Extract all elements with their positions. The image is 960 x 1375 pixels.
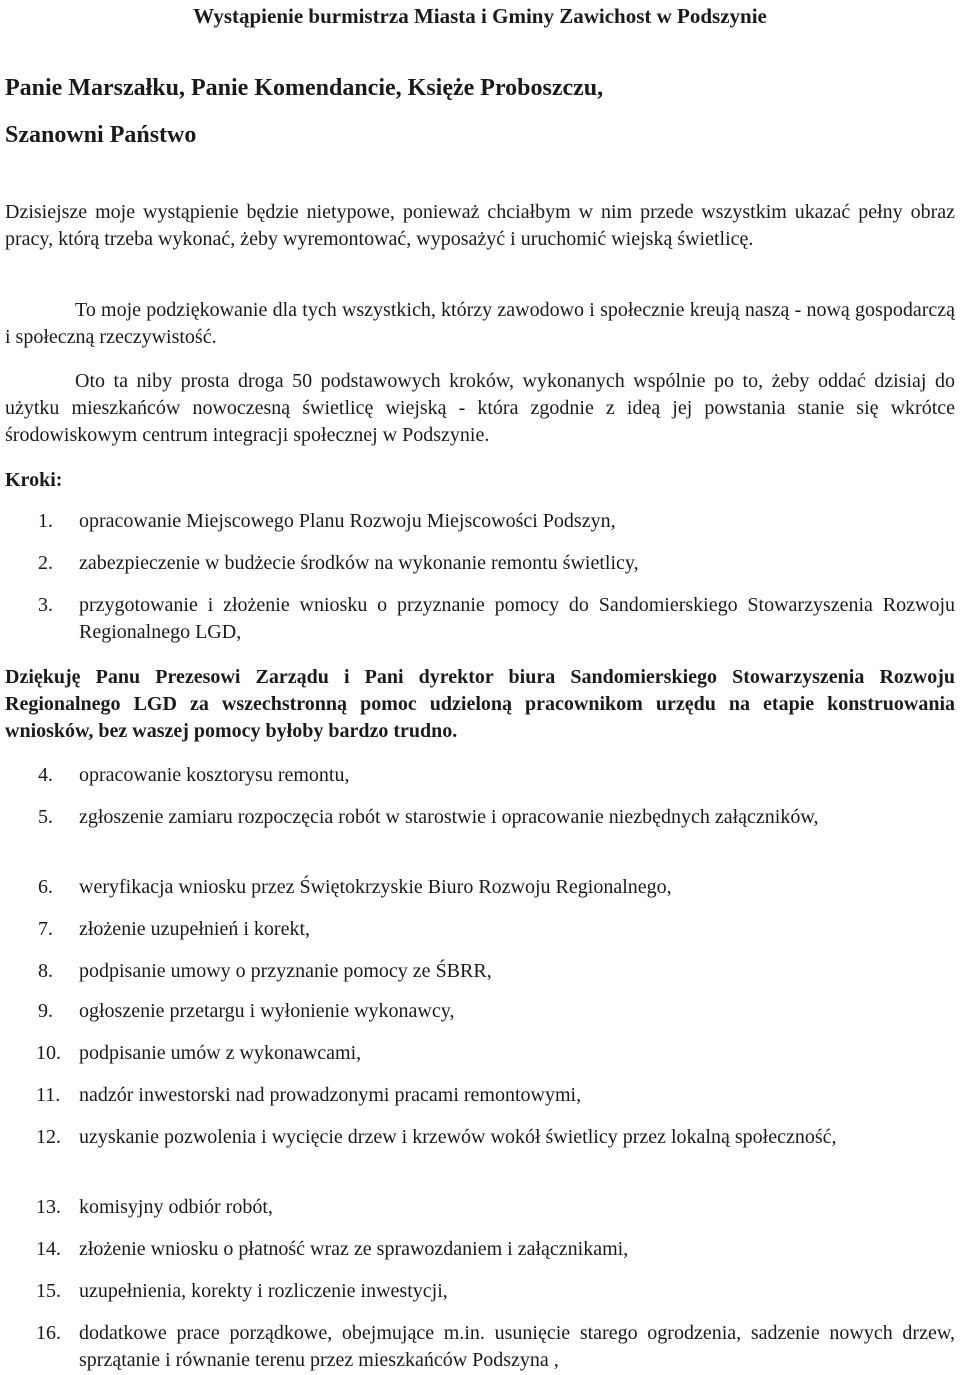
list-item-text: uzyskanie pozwolenia i wycięcie drzew i krzewów wokół świetlicy przez lokalną społeczność,	[79, 1126, 837, 1148]
list-item-number: 4.	[38, 764, 53, 786]
list-item-text: złożenie wniosku o płatność wraz ze sprawozdaniem i załącznikami,	[79, 1238, 629, 1260]
list-item-text: podpisanie umów z wykonawcami,	[79, 1042, 362, 1064]
list-item-number: 14.	[36, 1238, 61, 1260]
list-item-text: weryfikacja wniosku przez Świętokrzyskie Biuro Rozwoju Regionalnego,	[79, 876, 672, 898]
list-item-number: 8.	[38, 960, 53, 982]
list-item	[38, 804, 955, 831]
list-item-text: podpisanie umowy o przyznanie pomocy ze ŚBRR,	[79, 960, 492, 982]
list-item-number: 1.	[38, 510, 53, 532]
list-item	[38, 1082, 955, 1109]
list-item	[38, 550, 955, 577]
list-item-number: 9.	[38, 1000, 53, 1022]
list-item	[38, 1236, 955, 1263]
list-item	[38, 874, 955, 901]
list-item-number: 10.	[36, 1042, 61, 1064]
list-item-text: zgłoszenie zamiaru rozpoczęcia robót w starostwie i opracowanie niezbędnych załączników,	[79, 806, 819, 828]
list-item	[38, 1194, 955, 1221]
list-item	[38, 1124, 955, 1151]
document-title: Wystąpienie burmistrza Miasta i Gminy Zawichost w Podszynie	[193, 4, 767, 28]
list-item-number: 12.	[36, 1126, 61, 1148]
list-item-number: 15.	[36, 1280, 61, 1302]
list-item-text: opracowanie kosztorysu remontu,	[79, 764, 350, 786]
list-item-text: uzupełnienia, korekty i rozliczenie inwestycji,	[79, 1280, 448, 1302]
list-item-text: nadzór inwestorski nad prowadzonymi pracami remontowymi,	[79, 1084, 582, 1106]
salutation-line-1: Panie Marszałku, Panie Komendancie, Księże Proboszczu,	[5, 75, 604, 101]
list-item-text: opracowanie Miejscowego Planu Rozwoju Miejscowości Podszyn,	[79, 510, 616, 532]
list-item	[38, 998, 955, 1025]
list-item	[38, 762, 955, 789]
list-item	[38, 592, 955, 646]
list-item-number: 3.	[38, 594, 53, 616]
list-item-text: komisyjny odbiór robót,	[79, 1196, 273, 1218]
list-item-text: przygotowanie i złożenie wniosku o przyznanie pomocy do Sandomierskiego Stowarzyszenia Rozwoju Regionalnego LGD,	[79, 594, 955, 643]
list-item-number: 16.	[36, 1322, 61, 1344]
list-item-text: ogłoszenie przetargu i wyłonienie wykonawcy,	[79, 1000, 455, 1022]
list-item-number: 5.	[38, 806, 53, 828]
salutation-line-2: Szanowni Państwo	[5, 122, 197, 148]
steps-heading: Kroki:	[5, 469, 63, 491]
list-item-text: złożenie uzupełnień i korekt,	[79, 918, 311, 940]
list-item	[38, 958, 955, 985]
list-item-text: dodatkowe prace porządkowe, obejmujące m.in. usunięcie starego ogrodzenia, sadzenie nowych drzew, sprzątanie i równanie terenu przez mieszkańców Podszyna ,	[79, 1322, 955, 1371]
list-item-number: 7.	[38, 918, 53, 940]
list-item-number: 6.	[38, 876, 53, 898]
list-item-number: 13.	[36, 1196, 61, 1218]
steps-intro-paragraph: Oto ta niby prosta droga 50 podstawowych kroków, wykonanych wspólnie po to, żeby oddać dzisiaj do użytku mieszkańców nowoczesną świetlicę wiejską - która zgodnie z ideą jej powstania stanie się wkrótce środowiskowym centrum integracji społecznej w Podszynie.	[5, 370, 955, 446]
list-item-text: zabezpieczenie w budżecie środków na wykonanie remontu świetlicy,	[79, 552, 639, 574]
list-item	[38, 1040, 955, 1067]
list-item	[38, 1278, 955, 1305]
acknowledgement-paragraph: Dziękuję Panu Prezesowi Zarządu i Pani dyrektor biura Sandomierskiego Stowarzyszenia Rozwoju Regionalnego LGD za wszechstronną pomoc udzieloną pracownikom urzędu na etapie konstruowania wniosków, bez waszej pomocy byłoby bardzo trudno.	[5, 666, 955, 742]
list-item-number: 2.	[38, 552, 53, 574]
list-item	[38, 508, 955, 535]
list-item-number: 11.	[36, 1084, 61, 1106]
thanks-intro-paragraph: To moje podziękowanie dla tych wszystkich, którzy zawodowo i społecznie kreują naszą - nową gospodarczą i społeczną rzeczywistość.	[5, 299, 955, 348]
list-item	[38, 1320, 955, 1374]
list-item	[38, 916, 955, 943]
intro-paragraph: Dzisiejsze moje wystąpienie będzie nietypowe, ponieważ chciałbym w nim przede wszystkim ukazać pełny obraz pracy, którą trzeba wykonać, żeby wyremontować, wyposażyć i uruchomić wiejską świetlicę.	[5, 201, 955, 250]
